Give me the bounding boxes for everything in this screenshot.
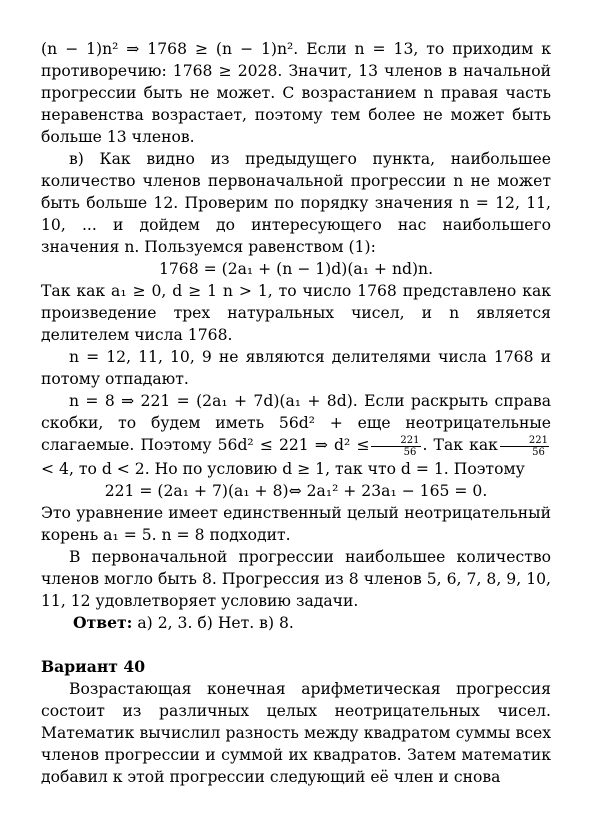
fraction-denominator: 56 [403, 446, 417, 458]
text-run: n = 8 ⇒ 221 = (2a₁ + 7d)(a₁ + 8d). Если раскрыть справа скобки, то будем иметь 56d² + еще неотрицательные слагаемые. Поэтому 56d² ≤ 221 ⇒ d² ≤ [41, 392, 551, 454]
paragraph: В первоначальной прогрессии наибольшее количество членов могло быть 8. Прогрессия из 8 членов 5, 6, 7, 8, 9, 10, 11, 12 удовлетворяет условию задачи. [41, 547, 551, 610]
paragraph: Это уравнение имеет единственный целый неотрицательный корень a₁ = 5. n = 8 подходит. [41, 503, 551, 544]
fraction [500, 435, 549, 458]
paragraph: Возрастающая конечная арифметическая прогрессия состоит из различных целых неотрицательных чисел. Математик вычислил разность между квадратом суммы всех членов прогрессии и суммой их квадратов. Затем математик добавил к этой прогрессии следующий её член и снова [41, 679, 551, 786]
fraction-numerator: 221 [500, 435, 549, 447]
answer-text: а) 2, 3. б) Нет. в) 8. [132, 613, 294, 632]
formula: 1768 = (2a₁ + (n − 1)d)(a₁ + nd)n. [158, 260, 434, 278]
paragraph: Так как a₁ ≥ 0, d ≥ 1 n > 1, то число 1768 представлено как произведение трех натуральных чисел, и n является делителем числа 1768. [41, 282, 551, 344]
answer-line [41, 612, 551, 634]
text-run: . Так как [422, 436, 498, 454]
section-heading: Вариант 40 [41, 656, 146, 676]
paragraph: в) Как видно из предыдущего пункта, наибольшее количество членов первоначальной прогрессии n не может быть больше 12. Проверим по порядку значения n = 12, 11, 10, ... и дойдем до интересующего нас наибольшего значения n. Пользуемся равенством (1): [41, 150, 551, 256]
paragraph: (n − 1)n² ⇒ 1768 ≥ (n − 1)n². Если n = 13, то приходим к противоречию: 1768 ≥ 2028. Значит, 13 членов в начальной прогрессии быть не может. С возрастанием n правая часть неравенства возрастает, поэтому тем более не может быть больше 13 членов. [41, 40, 551, 146]
fraction-numerator: 221 [371, 435, 420, 447]
spacer [41, 634, 551, 656]
paragraph: n = 12, 11, 10, 9 не являются делителями числа 1768 и потому отпадают. [41, 348, 551, 388]
fraction [371, 435, 420, 458]
fraction-denominator: 56 [532, 446, 545, 458]
paragraph [41, 390, 551, 480]
answer-label: Ответ: [73, 612, 133, 632]
text-run: < 4, то d < 2. Но по условию d ≥ 1, так что d = 1. Поэтому [41, 459, 525, 478]
formula: 221 = (2a₁ + 7)(a₁ + 8)⇔ 2a₁² + 23a₁ − 165 = 0. [104, 481, 488, 500]
